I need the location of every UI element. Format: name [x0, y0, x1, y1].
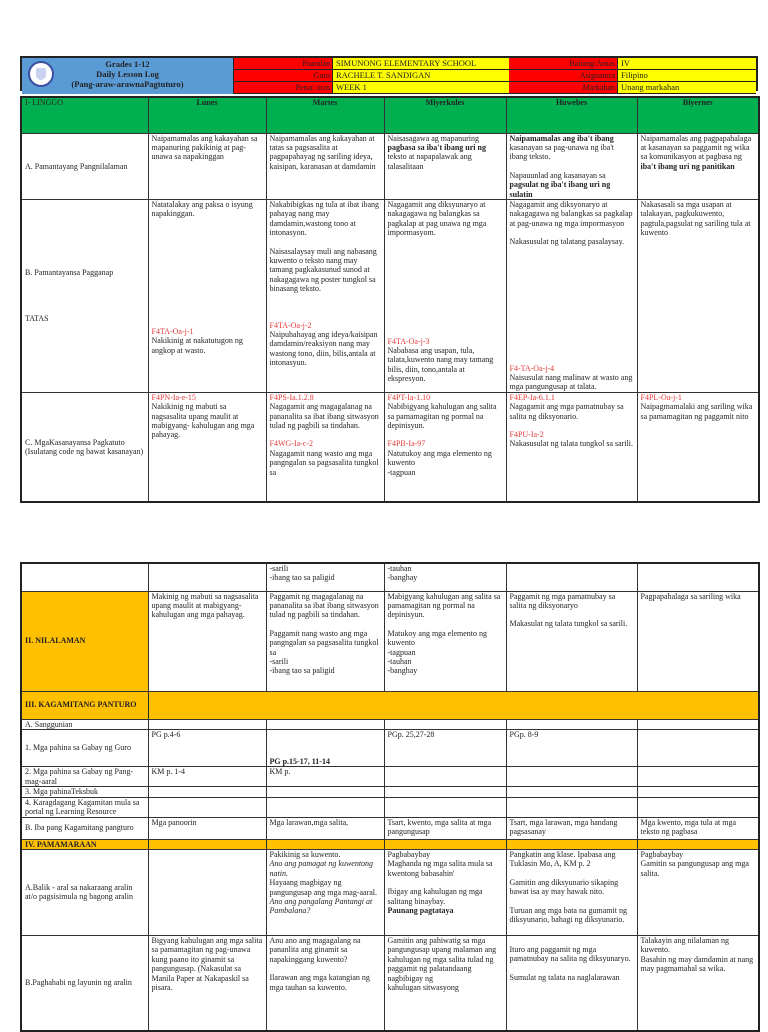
day-cell [506, 719, 637, 729]
cell-text: Pagbabaybay [387, 849, 431, 859]
cell-text: Naisasalaysay muli ang nabasang kuwento o teksto nang may tamang pagkakasunud sunod at nakagagawa ng poster tungkol sa binasang teksto. [269, 246, 377, 294]
cell-text: Nakasusulat ng talatang pasalaysay. [509, 237, 625, 247]
spacer [152, 264, 263, 273]
spacer [510, 869, 634, 878]
table-row [21, 563, 759, 591]
day-cell [384, 767, 506, 787]
spacer [270, 730, 381, 739]
section-band [148, 691, 759, 719]
cell-text: -tagpuan [387, 467, 416, 477]
cell-text: Naisasagawa ag mapanuring [387, 133, 480, 143]
cell-text: 4. Karagdagang Kagamitan mula sa portal ng Learning Resource [25, 797, 140, 817]
spacer [510, 964, 634, 973]
competency-code: F4TA-Oa-j-3 [387, 336, 430, 346]
cell-text: Ituro ang paggamit ng mga pamatnubay na salita ng diksyunaryo. [509, 944, 631, 964]
header-title: Grades 1-12 Daily Lesson Log (Pang-araw-arawnaPagtuturo) [22, 58, 234, 94]
competency-code: F4WG-Ia-c-2 [269, 439, 314, 449]
day-cell [637, 935, 759, 1031]
day-cell [506, 767, 637, 787]
spacer [270, 312, 381, 321]
cell-text: Ibigay ang kahulugan ng mga salitang binaybay. [387, 887, 483, 906]
cell-text: 1. Mga pahina sa Gabay ng Guro [25, 743, 131, 753]
cell-text: -banghay [387, 666, 418, 676]
column-header: I- LINGGO [21, 97, 148, 133]
day-cell [266, 797, 384, 817]
teacher-value: RACHELE T. SANDIGAN [332, 70, 509, 82]
spacer [510, 247, 634, 256]
day-cell [384, 797, 506, 817]
spacer [510, 265, 634, 274]
table-row [21, 767, 759, 787]
spacer [388, 283, 503, 292]
cell-text: Nababasa ang usapan, tula, talata,kuwento nang may tamang bilis, diin, tono,antala at ekspresyon. [387, 345, 494, 384]
day-cell [148, 935, 266, 1031]
spacer [152, 237, 263, 246]
grade-value: IV [617, 58, 756, 70]
day-cell [384, 563, 506, 591]
spacer [152, 291, 263, 300]
day-cell [148, 797, 266, 817]
row-label [21, 767, 148, 787]
cell-text: KM p. 1-4 [151, 767, 186, 777]
cell-text: Nabibigyang kahulugan ang salita sa pamamagitan ng pormal na depinisyun. [387, 402, 497, 430]
table-row [21, 729, 759, 766]
cell-text: Ano ang pamagat ng kuwentong natin. [269, 859, 374, 878]
school-value: SIMUNONG ELEMENTARY SCHOOL [332, 58, 509, 70]
spacer [25, 296, 145, 305]
competency-code: F4PT-Ia-1.10 [387, 392, 431, 402]
day-cell [384, 591, 506, 691]
day-cell [148, 133, 266, 199]
cell-text: Talakayin ang nilalaman ng kuwento. [640, 935, 730, 955]
spacer [388, 265, 503, 274]
cell-text: Pakikinig sa kuwento. [269, 849, 341, 859]
cell-text: III. KAGAMITANG PANTURO [25, 700, 137, 710]
spacer [152, 318, 263, 327]
spacer [270, 238, 381, 247]
spacer [270, 294, 381, 303]
day-cell [148, 849, 266, 935]
section-band [266, 839, 384, 849]
cell-text: Tsart, kwento, mga salita at mga pangungusap [387, 817, 492, 836]
cell-text: Anu ano ang magagalang na pananlita ang ginamit sa napakinggang kuwento? [269, 935, 361, 964]
cell-text: pagbasa sa iba't ibang uri ng [387, 142, 486, 152]
cell-text: Nagagamit ang mga pamatnubay sa salita ng diksyonario. [509, 402, 624, 421]
spacer [510, 256, 634, 265]
spacer [152, 219, 263, 228]
table-row [21, 199, 759, 392]
cell-text: -tauhan [387, 564, 412, 573]
cell-text: A. Sanggunian [25, 719, 73, 729]
column-header: Miyerkules [384, 97, 506, 133]
table-row [21, 797, 759, 817]
table-row [21, 839, 759, 849]
day-cell [637, 199, 759, 392]
spacer [510, 283, 634, 292]
cell-text: kasanayan sa pag-unawa ng iba't ibang teksto. [509, 142, 615, 162]
day-cell [637, 817, 759, 839]
cell-text: C. MgaKasanayansa Pagkatuto (Isulatang code ng bawat kasanayan) [25, 437, 144, 457]
cell-text: Ilarawan ang mga katangian ng mga tauhan sa kuwento. [269, 973, 370, 992]
column-header: Martes [266, 97, 384, 133]
day-cell [384, 787, 506, 797]
cell-text: IV. PAMAMARAAN [25, 839, 97, 849]
competency-code: F4TA-Oa-j-2 [269, 320, 312, 330]
quarter-label: Markahan [509, 82, 617, 94]
teacher-label: Guro [234, 70, 332, 82]
spacer [152, 246, 263, 255]
spacer [152, 309, 263, 318]
column-header: Lunes [148, 97, 266, 133]
spacer [388, 301, 503, 310]
cell-text: KM p. [269, 767, 291, 777]
competency-code: F4PU-Ia-2 [509, 430, 544, 439]
row-label [21, 839, 148, 849]
spacer [388, 274, 503, 283]
competency-code: F4PL-Oa-j-1 [640, 392, 682, 402]
spacer [25, 305, 145, 314]
cell-text: -ibang tao sa paligid [269, 666, 335, 676]
spacer [270, 739, 381, 748]
cell-text: Nagagamit ang diksyonaryo at nakagagawa ng balangkas sa pagkalap at pag-unawa ng mga impormasyon [509, 199, 633, 228]
cell-text: A. Pamantayang Pangnilalaman [25, 161, 128, 171]
spacer [510, 292, 634, 301]
day-cell [384, 199, 506, 392]
spacer [270, 620, 381, 629]
day-cell [266, 729, 384, 766]
day-cell [148, 591, 266, 691]
day-cell [637, 767, 759, 787]
spacer [510, 337, 634, 346]
spacer [510, 228, 634, 237]
day-cell [266, 133, 384, 199]
table-row [21, 787, 759, 797]
cell-text: Turuan ang mga bata na gumamit ng diksyunario, bahagi ng diksyunario. [509, 905, 627, 924]
spacer [388, 328, 503, 337]
cell-text: Gamitin ang diksyunario sikaping bawat isa ay may hawak nito. [509, 877, 619, 897]
day-cell [506, 935, 637, 1031]
cell-text: Tsart, mga larawan, mga handang pagsasanay [509, 817, 618, 836]
quarter-value: Unang markahan [617, 82, 756, 94]
day-cell [148, 817, 266, 839]
spacer [152, 282, 263, 291]
day-cell [637, 787, 759, 797]
day-cell [384, 849, 506, 935]
day-cell [506, 199, 637, 392]
cell-text: 3. Mga pahinaTeksbuk [25, 787, 98, 797]
cell-text: Mga larawan,mga salita, [269, 817, 349, 827]
row-label [21, 691, 148, 719]
competency-code: F4PB-Ia-97 [387, 439, 426, 449]
day-cell [266, 767, 384, 787]
spacer [152, 300, 263, 309]
cell-text: Naipamamalas ang kakayahan at tatas sa pagsasalita at pagpapahayag ng sariling ideya, kaisipan, karanasan at damdamin [269, 133, 376, 171]
lesson-table-content [20, 562, 760, 1032]
cell-text: PG p.15-17, 11-14 [269, 756, 330, 766]
row-label [21, 392, 148, 502]
spacer [388, 310, 503, 319]
day-cell [637, 729, 759, 766]
row-label [21, 817, 148, 839]
cell-text: -sarili [269, 656, 289, 666]
day-cell [266, 591, 384, 691]
cell-text: Paunang pagtataya [387, 905, 454, 915]
cell-text: Nakikinig at nakatutugon ng angkop at wasto. [151, 336, 243, 355]
row-label [21, 591, 148, 691]
table-row [21, 719, 759, 729]
cell-text: Hayaang magbigay ng pangungusap ang mga mag-aaral. [269, 878, 378, 897]
spacer [270, 964, 381, 973]
cell-text: Paggamit ng magagalanag na pananalita sa ibat ibang sitwasyon tulad ng pagbili sa tindahan. [269, 591, 379, 620]
day-cell [384, 729, 506, 766]
day-cell [506, 133, 637, 199]
cell-text: Maghanda ng mga salita mula sa kwentong babasahin' [387, 859, 493, 878]
spacer [388, 430, 503, 439]
table-row [21, 133, 759, 199]
spacer [388, 878, 503, 887]
cell-text: Bigyang kahulugan ang mga salita sa pamamagitan ng pag-unawa kung paano ito ginamit sa pangungusap. (Nakasulat sa Manila Paper at Nakapaskil sa pisara. [151, 935, 263, 992]
cell-text: Gamitin ang pahiwatig sa mga pangungusap upang malaman ang kahulugan ng mga salita tulad ng paggamit ng palatandaang nagbibigay ng [387, 935, 497, 983]
cell-text: Nagagamit nang wasto ang mga pangngalan sa pagsasalita tungkol sa [269, 448, 379, 477]
cell-text: Paggamit nang wasto ang mga pangngalan sa pagsasalita tungkol sa [269, 628, 379, 657]
cell-text: -ibang tao sa paligid [269, 573, 335, 583]
day-cell [148, 729, 266, 766]
day-cell [148, 199, 266, 392]
cell-text: Naipamamalas ang iba't ibang [509, 133, 614, 143]
spacer [510, 310, 634, 319]
cell-text: PGp. 25,27-28 [387, 729, 435, 739]
spacer [388, 256, 503, 265]
cell-text: -tauhan [387, 656, 412, 666]
spacer [510, 346, 634, 355]
cell-text: Nakabibigkas ng tula at ibat ibang pahayag nang may damdamin,wastong tono at intonasyon. [269, 199, 380, 238]
competency-code: F4EP-Ia-6.1.1 [509, 392, 555, 402]
spacer [510, 421, 634, 430]
column-header: Huwebes [506, 97, 637, 133]
cell-text: Nakikinig ng mabuti sa nagsasalita upang maulit at mabigyang- kahulugan ang mga pahayag. [151, 402, 255, 440]
day-cell [266, 199, 384, 392]
cell-text: Mga panoorin [151, 817, 197, 827]
cell-text: kahulugan sitwasyong [387, 982, 459, 992]
day-cell [384, 719, 506, 729]
day-cell [637, 563, 759, 591]
day-cell [384, 133, 506, 199]
day-cell [384, 817, 506, 839]
spacer [388, 620, 503, 629]
day-cell [266, 719, 384, 729]
row-label [21, 797, 148, 817]
cell-text: A.Balik - aral sa nakaraang aralin at/o pagsisimula ng bagong aralin [25, 883, 133, 902]
competency-code: F4PN-Ia-e-15 [151, 392, 196, 402]
day-cell [266, 563, 384, 591]
spacer [510, 936, 634, 945]
spacer [388, 292, 503, 301]
cell-text: Nagagamit ang magagalanag na pananalita sa ibat ibang sitwasyon tulad ng pagbili sa tindahan. [269, 402, 379, 430]
cell-text: 2. Mga pahina sa Gabay ng Pang-mag-aaral [25, 767, 134, 786]
date-value: WEEK 1 [332, 82, 509, 94]
spacer [510, 355, 634, 364]
cell-text: Nagagamit ang diksyunaryo at nakagagawa ng balangkas sa pagkalap at pag unawa ng mga impormasyom. [387, 199, 487, 238]
spacer [388, 238, 503, 247]
cell-text: Pagpapahalaga sa sariling wika [640, 591, 741, 601]
cell-text: Makinig ng mabuti sa nagsasalita upang maulit at mabigyang- kahulugan ang mga pahayag. [151, 591, 259, 620]
section-band [148, 839, 266, 849]
day-cell [506, 563, 637, 591]
cell-text: Matukoy ang mga elemento ng kuwento [387, 628, 488, 648]
cell-text: TATAS [25, 313, 49, 323]
spacer [388, 319, 503, 328]
day-cell [637, 719, 759, 729]
cell-text: B. Pamantayansa Pagganap [25, 268, 114, 278]
deped-seal-icon [28, 61, 54, 87]
day-cell [148, 787, 266, 797]
day-cell [637, 392, 759, 502]
day-cell [637, 797, 759, 817]
cell-text: Pagbabaybay [640, 849, 684, 859]
day-cell [148, 719, 266, 729]
day-cell [148, 767, 266, 787]
section-band [637, 839, 759, 849]
day-cell [384, 935, 506, 1031]
day-header-row [21, 97, 759, 133]
spacer [270, 303, 381, 312]
row-label [21, 935, 148, 1031]
column-header: Biyernes [637, 97, 759, 133]
spacer [270, 430, 381, 439]
table-row [21, 849, 759, 935]
day-cell [506, 797, 637, 817]
cell-text: pagsulat ng iba't ibang uri ng sulatin [509, 180, 611, 199]
cell-text: Mga kwento, mga tula at mga teksto ng pagbasa [640, 817, 737, 836]
day-cell [266, 787, 384, 797]
cell-text: Naipamamalas ang kakayahan sa mapanuring pakikinig at pag-unawa sa napakinggan [151, 133, 258, 162]
spacer [152, 273, 263, 282]
spacer [510, 301, 634, 310]
day-cell [506, 817, 637, 839]
day-cell [506, 392, 637, 502]
table-row [21, 392, 759, 502]
competency-code: F4TA-Oa-j-1 [151, 326, 194, 336]
competency-code: F4-TA-Oa-j-4 [509, 363, 555, 373]
cell-text: Paggamit ng mga pamatnubay sa salita ng diksyonaryo [509, 591, 616, 610]
table-row [21, 817, 759, 839]
cell-text: Gamitin sa pangungusap ang mga salita. [640, 859, 749, 878]
subject-label: Asignatura [509, 70, 617, 82]
date-label: Petsa/ oras [234, 82, 332, 94]
table-row [21, 591, 759, 691]
day-cell [637, 591, 759, 691]
spacer [510, 162, 634, 171]
row-label [21, 133, 148, 199]
day-cell [637, 849, 759, 935]
day-cell [384, 392, 506, 502]
cell-text: Makasulat ng talata tungkol sa sarili. [509, 619, 628, 629]
table-row [21, 691, 759, 719]
row-label [21, 729, 148, 766]
spacer [510, 328, 634, 337]
subject-value: Filipino [617, 70, 756, 82]
cell-text: Nakasusulat ng talata tungkol sa sarili. [509, 439, 634, 449]
cell-text: Nakasasali sa mga usapan at talakayan, pagkukuwento, pagtula,pagsulat ng sariling tula at kuwento [640, 199, 751, 238]
spacer [510, 897, 634, 906]
cell-text: Ano ang pangalang Pantangi at Pambalana? [269, 896, 373, 916]
day-cell [266, 849, 384, 935]
lesson-log-header [20, 56, 758, 91]
grade-label: Baitang/Antas [509, 58, 617, 70]
day-cell [506, 849, 637, 935]
cell-text: Mabigyang kahulugan ang salita sa pamamagitan ng pormal na depinisyun. [387, 591, 501, 620]
spacer [510, 274, 634, 283]
school-label: Paaralan [234, 58, 332, 70]
row-label [21, 849, 148, 935]
cell-text: Pangkatin ang klase. Ipabasa ang Tuklasin Mo, A, KM p. 2 [509, 849, 616, 869]
cell-text: Natatalakay ang paksa o isyung napakinggan. [151, 199, 253, 219]
cell-text: Basahin ng may damdamin at nang may pagmamahal sa wika. [640, 954, 754, 974]
cell-text: -banghay [387, 573, 418, 583]
cell-text: -tagpuan [387, 647, 416, 657]
day-cell [266, 935, 384, 1031]
day-cell [266, 817, 384, 839]
section-band [384, 839, 506, 849]
cell-text: Naipagmamalaki ang sariling wika sa pamamagitan ng paggamit nito [640, 402, 753, 421]
day-cell [637, 133, 759, 199]
cell-text: Naisusulat nang malinaw at wasto ang mga pangungusap at talata. [509, 372, 633, 392]
cell-text: Naipamamalas ang pagpapahalaga at kasanayan sa paggamit ng wika sa komunikasyon at pagbasa ng [640, 133, 752, 162]
cell-text: -sarili [269, 564, 289, 573]
cell-text: Natutukoy ang mga elemento ng kuwento [387, 448, 492, 468]
cell-text: B. Iba pang Kagamitang pangturo [25, 823, 134, 833]
day-cell [506, 729, 637, 766]
cell-text: Napauunlad ang kasanayan sa [509, 170, 606, 180]
cell-text: teksto at napapalawak ang talasalitaan [387, 152, 472, 171]
spacer [25, 278, 145, 287]
cell-text: II. NILALAMAN [25, 636, 86, 646]
lesson-table-week [20, 96, 760, 503]
cell-text: PGp. 8-9 [509, 729, 539, 739]
competency-code: F4PS-Ia.1.2.8 [269, 392, 314, 402]
spacer [270, 748, 381, 757]
spacer [25, 287, 145, 296]
cell-text: iba't ibang uri ng panitikan [640, 161, 735, 171]
table-row [21, 935, 759, 1031]
row-label [21, 787, 148, 797]
section-band [506, 839, 637, 849]
spacer [152, 255, 263, 264]
day-cell [148, 563, 266, 591]
day-cell [266, 392, 384, 502]
row-label [21, 199, 148, 392]
cell-text: Naipuhahayag ang ideya/kaisipan damdamin/reaksiyon nang may wastong tono, diin, bilis,antala at intonasyun. [269, 330, 378, 368]
spacer [152, 228, 263, 237]
cell-text: PG p.4-6 [151, 729, 181, 739]
cell-text: B.Paghahabi ng layunin ng aralin [25, 978, 132, 988]
day-cell [506, 591, 637, 691]
spacer [510, 319, 634, 328]
day-cell [506, 787, 637, 797]
day-cell [148, 392, 266, 502]
row-label [21, 719, 148, 729]
spacer [510, 610, 634, 619]
cell-text: Sumulat ng talata na naglalarawan [509, 972, 620, 982]
row-label [21, 563, 148, 591]
spacer [388, 247, 503, 256]
